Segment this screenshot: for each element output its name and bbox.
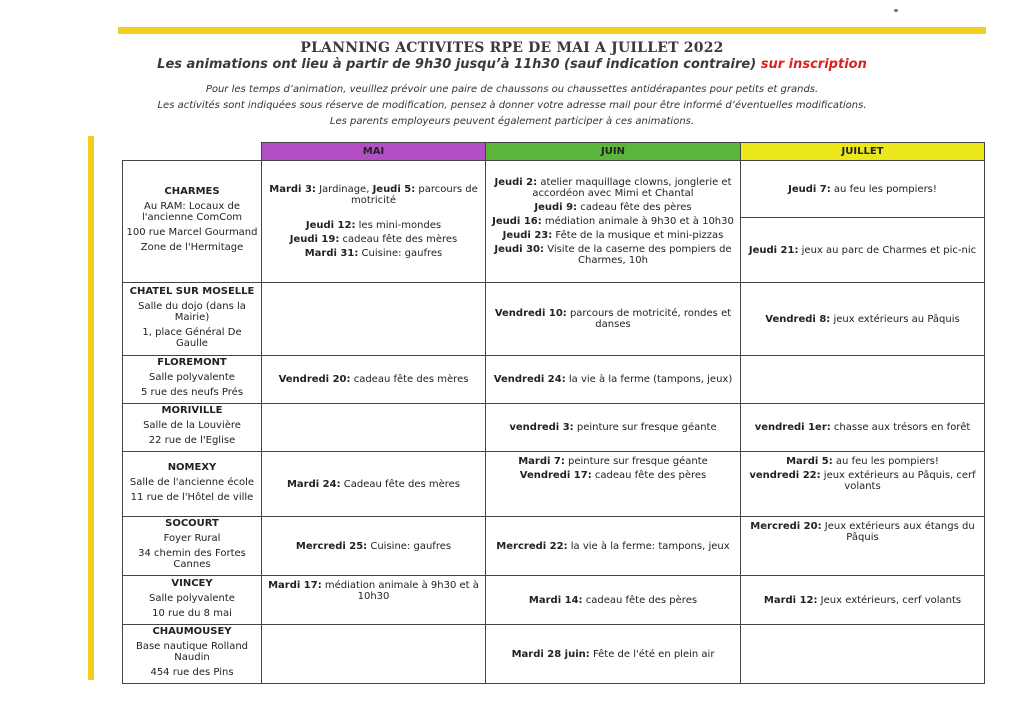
activity: Jeudi 23: Fête de la musique et mini-pizzas xyxy=(502,230,724,241)
activity: Jeudi 9: cadeau fête des pères xyxy=(534,202,692,213)
location-name: FLOREMONT xyxy=(157,357,227,368)
table-row xyxy=(123,625,985,684)
location-line: Au RAM: Locaux de l'ancienne ComCom xyxy=(141,201,243,223)
location-cell xyxy=(123,404,262,452)
activity-cell-juin xyxy=(486,517,741,576)
activity: Mardi 3: Jardinage, Jeudi 5: parcours de motricité xyxy=(269,184,478,206)
activity: Mardi 14: cadeau fête des pères xyxy=(528,594,698,606)
location-line: 11 rue de l'Hôtel de ville xyxy=(130,491,254,503)
top-accent-bar xyxy=(118,27,986,34)
table-row xyxy=(123,452,985,517)
activity: Mercredi 22: la vie à la ferme: tampons, jeux xyxy=(496,540,730,552)
table-row xyxy=(123,283,985,356)
location-line: Salle de la Louvière xyxy=(143,420,241,431)
location-line: 10 rue du 8 mai xyxy=(152,607,232,619)
activity: Vendredi 8: jeux extérieurs au Pâquis xyxy=(765,313,960,325)
note-line: Les activités sont indiquées sous réserve de modification, pensez à donner votre adresse mail pour être informé d’éventuelles modifications. xyxy=(157,100,867,111)
notes xyxy=(0,82,1024,130)
location-name: SOCOURT xyxy=(165,518,219,529)
activity: Vendredi 10: parcours de motricité, rondes et danses xyxy=(494,308,732,330)
activity: Jeudi 12: les mini-mondes xyxy=(305,220,442,231)
subtitle-registration: sur inscription xyxy=(760,57,867,72)
note-line: Pour les temps d’animation, veuillez prévoir une paire de chaussons ou chaussettes antidérapantes pour petits et grands. xyxy=(205,84,819,95)
location-cell xyxy=(123,576,262,625)
activity: Mercredi 25: Cuisine: gaufres xyxy=(295,540,452,552)
activity-cell-juillet xyxy=(741,161,985,218)
location-line: 22 rue de l'Eglise xyxy=(148,435,236,446)
location-name: CHAUMOUSEY xyxy=(152,626,232,637)
activity-cell-juillet xyxy=(741,404,985,452)
location-line: 34 chemin des Fortes Cannes xyxy=(138,548,246,570)
column-header-juillet: JUILLET xyxy=(741,143,985,161)
activity-cell-mai xyxy=(262,452,486,517)
activity-cell-mai xyxy=(262,404,486,452)
activity-cell-juin xyxy=(486,452,741,517)
planning-table xyxy=(122,142,985,684)
activity: vendredi 1er: chasse aux trésors en forêt xyxy=(754,422,971,433)
activity-cell-mai xyxy=(262,283,486,356)
activity: Mercredi 20: Jeux extérieurs aux étangs du Pâquis xyxy=(750,521,975,543)
location-line: Base nautique Rolland Naudin xyxy=(135,641,249,663)
table-row xyxy=(123,356,985,404)
location-line: Zone de l'Hermitage xyxy=(140,242,244,253)
table-row xyxy=(123,576,985,625)
activity: Vendredi 17: cadeau fête des pères xyxy=(519,470,707,481)
activity: Mardi 5: au feu les pompiers! xyxy=(786,456,939,467)
location-name: MORIVILLE xyxy=(161,405,223,416)
activity: Jeudi 7: au feu les pompiers! xyxy=(788,183,937,195)
activity: Mardi 31: Cuisine: gaufres xyxy=(304,248,443,259)
location-name: VINCEY xyxy=(171,577,213,589)
activity: Vendredi 20: cadeau fête des mères xyxy=(278,374,469,385)
activity-cell-mai xyxy=(262,161,486,283)
activity: Mardi 24: Cadeau fête des mères xyxy=(286,478,461,490)
location-line: 100 rue Marcel Gourmand xyxy=(126,227,258,238)
activity: Jeudi 21: jeux au parc de Charmes et pic-nic xyxy=(748,244,977,256)
activity: Mardi 7: peinture sur fresque géante xyxy=(518,456,708,467)
activity-cell-juin xyxy=(486,356,741,404)
subtitle-main: Les animations ont lieu à partir de 9h30 jusqu’à 11h30 (sauf indication contraire) xyxy=(157,57,757,72)
location-line: Salle de l'ancienne école xyxy=(129,476,255,488)
page-title: PLANNING ACTIVITES RPE DE MAI A JUILLET 2022 xyxy=(300,40,724,56)
location-cell xyxy=(123,517,262,576)
activity-cell-juillet xyxy=(741,452,985,517)
header-corner xyxy=(123,143,262,161)
table-row xyxy=(123,161,985,218)
activity: Jeudi 16: médiation animale à 9h30 et à 10h30 xyxy=(492,216,734,227)
location-cell xyxy=(123,356,262,404)
activity-cell-juillet xyxy=(741,625,985,684)
location-cell xyxy=(123,283,262,356)
activity: Jeudi 19: cadeau fête des mères xyxy=(289,234,458,245)
location-line: 454 rue des Pins xyxy=(150,667,234,678)
column-header-mai: MAI xyxy=(262,143,486,161)
activity-cell-juillet xyxy=(741,576,985,625)
activity-cell-juin xyxy=(486,283,741,356)
activity: Jeudi 30: Visite de la caserne des pompiers de Charmes, 10h xyxy=(494,244,732,266)
location-line: Salle polyvalente xyxy=(149,592,235,604)
column-header-juin: JUIN xyxy=(486,143,741,161)
location-line: Foyer Rural xyxy=(163,533,221,544)
activity-cell-mai xyxy=(262,576,486,625)
location-name: CHARMES xyxy=(164,186,220,197)
activity: Jeudi 2: atelier maquillage clowns, jonglerie et accordéon avec Mimi et Chantal xyxy=(494,177,732,199)
location-line: 5 rue des neufs Prés xyxy=(140,387,244,398)
activity-cell-juin xyxy=(486,576,741,625)
page-subtitle xyxy=(0,57,1024,72)
left-accent-bar xyxy=(88,136,94,680)
activity: vendredi 22: jeux extérieurs au Pâquis, cerf volants xyxy=(749,470,976,492)
location-name: CHATEL SUR MOSELLE xyxy=(129,285,255,297)
activity-cell-mai xyxy=(262,356,486,404)
activity-cell-mai xyxy=(262,517,486,576)
activity-cell-juin xyxy=(486,161,741,283)
location-line: Salle polyvalente xyxy=(149,372,235,383)
activity-cell-juin xyxy=(486,625,741,684)
activity: Mardi 12: Jeux extérieurs, cerf volants xyxy=(763,594,962,606)
note-line: Les parents employeurs peuvent également participer à ces animations. xyxy=(329,116,695,127)
activity: vendredi 3: peinture sur fresque géante xyxy=(509,422,717,433)
table-row xyxy=(123,517,985,576)
location-line: Salle du dojo (dans la Mairie) xyxy=(138,300,246,323)
activity-cell-juillet xyxy=(741,517,985,576)
location-name: NOMEXY xyxy=(167,461,217,473)
location-cell xyxy=(123,452,262,517)
location-cell xyxy=(123,625,262,684)
location-cell xyxy=(123,161,262,283)
activity-cell-juin xyxy=(486,404,741,452)
activity-cell-juillet xyxy=(741,356,985,404)
activity: Vendredi 24: la vie à la ferme (tampons, jeux) xyxy=(493,374,733,385)
scan-mark xyxy=(894,9,898,12)
table-row xyxy=(123,404,985,452)
location-line: 1, place Général De Gaulle xyxy=(142,326,242,349)
activity-cell-juillet xyxy=(741,283,985,356)
activity-cell-juillet xyxy=(741,218,985,283)
activity: Mardi 28 juin: Fête de l'été en plein air xyxy=(511,648,715,660)
header-row xyxy=(123,143,985,161)
activity: Mardi 17: médiation animale à 9h30 et à 10h30 xyxy=(268,580,479,602)
activity-cell-mai xyxy=(262,625,486,684)
